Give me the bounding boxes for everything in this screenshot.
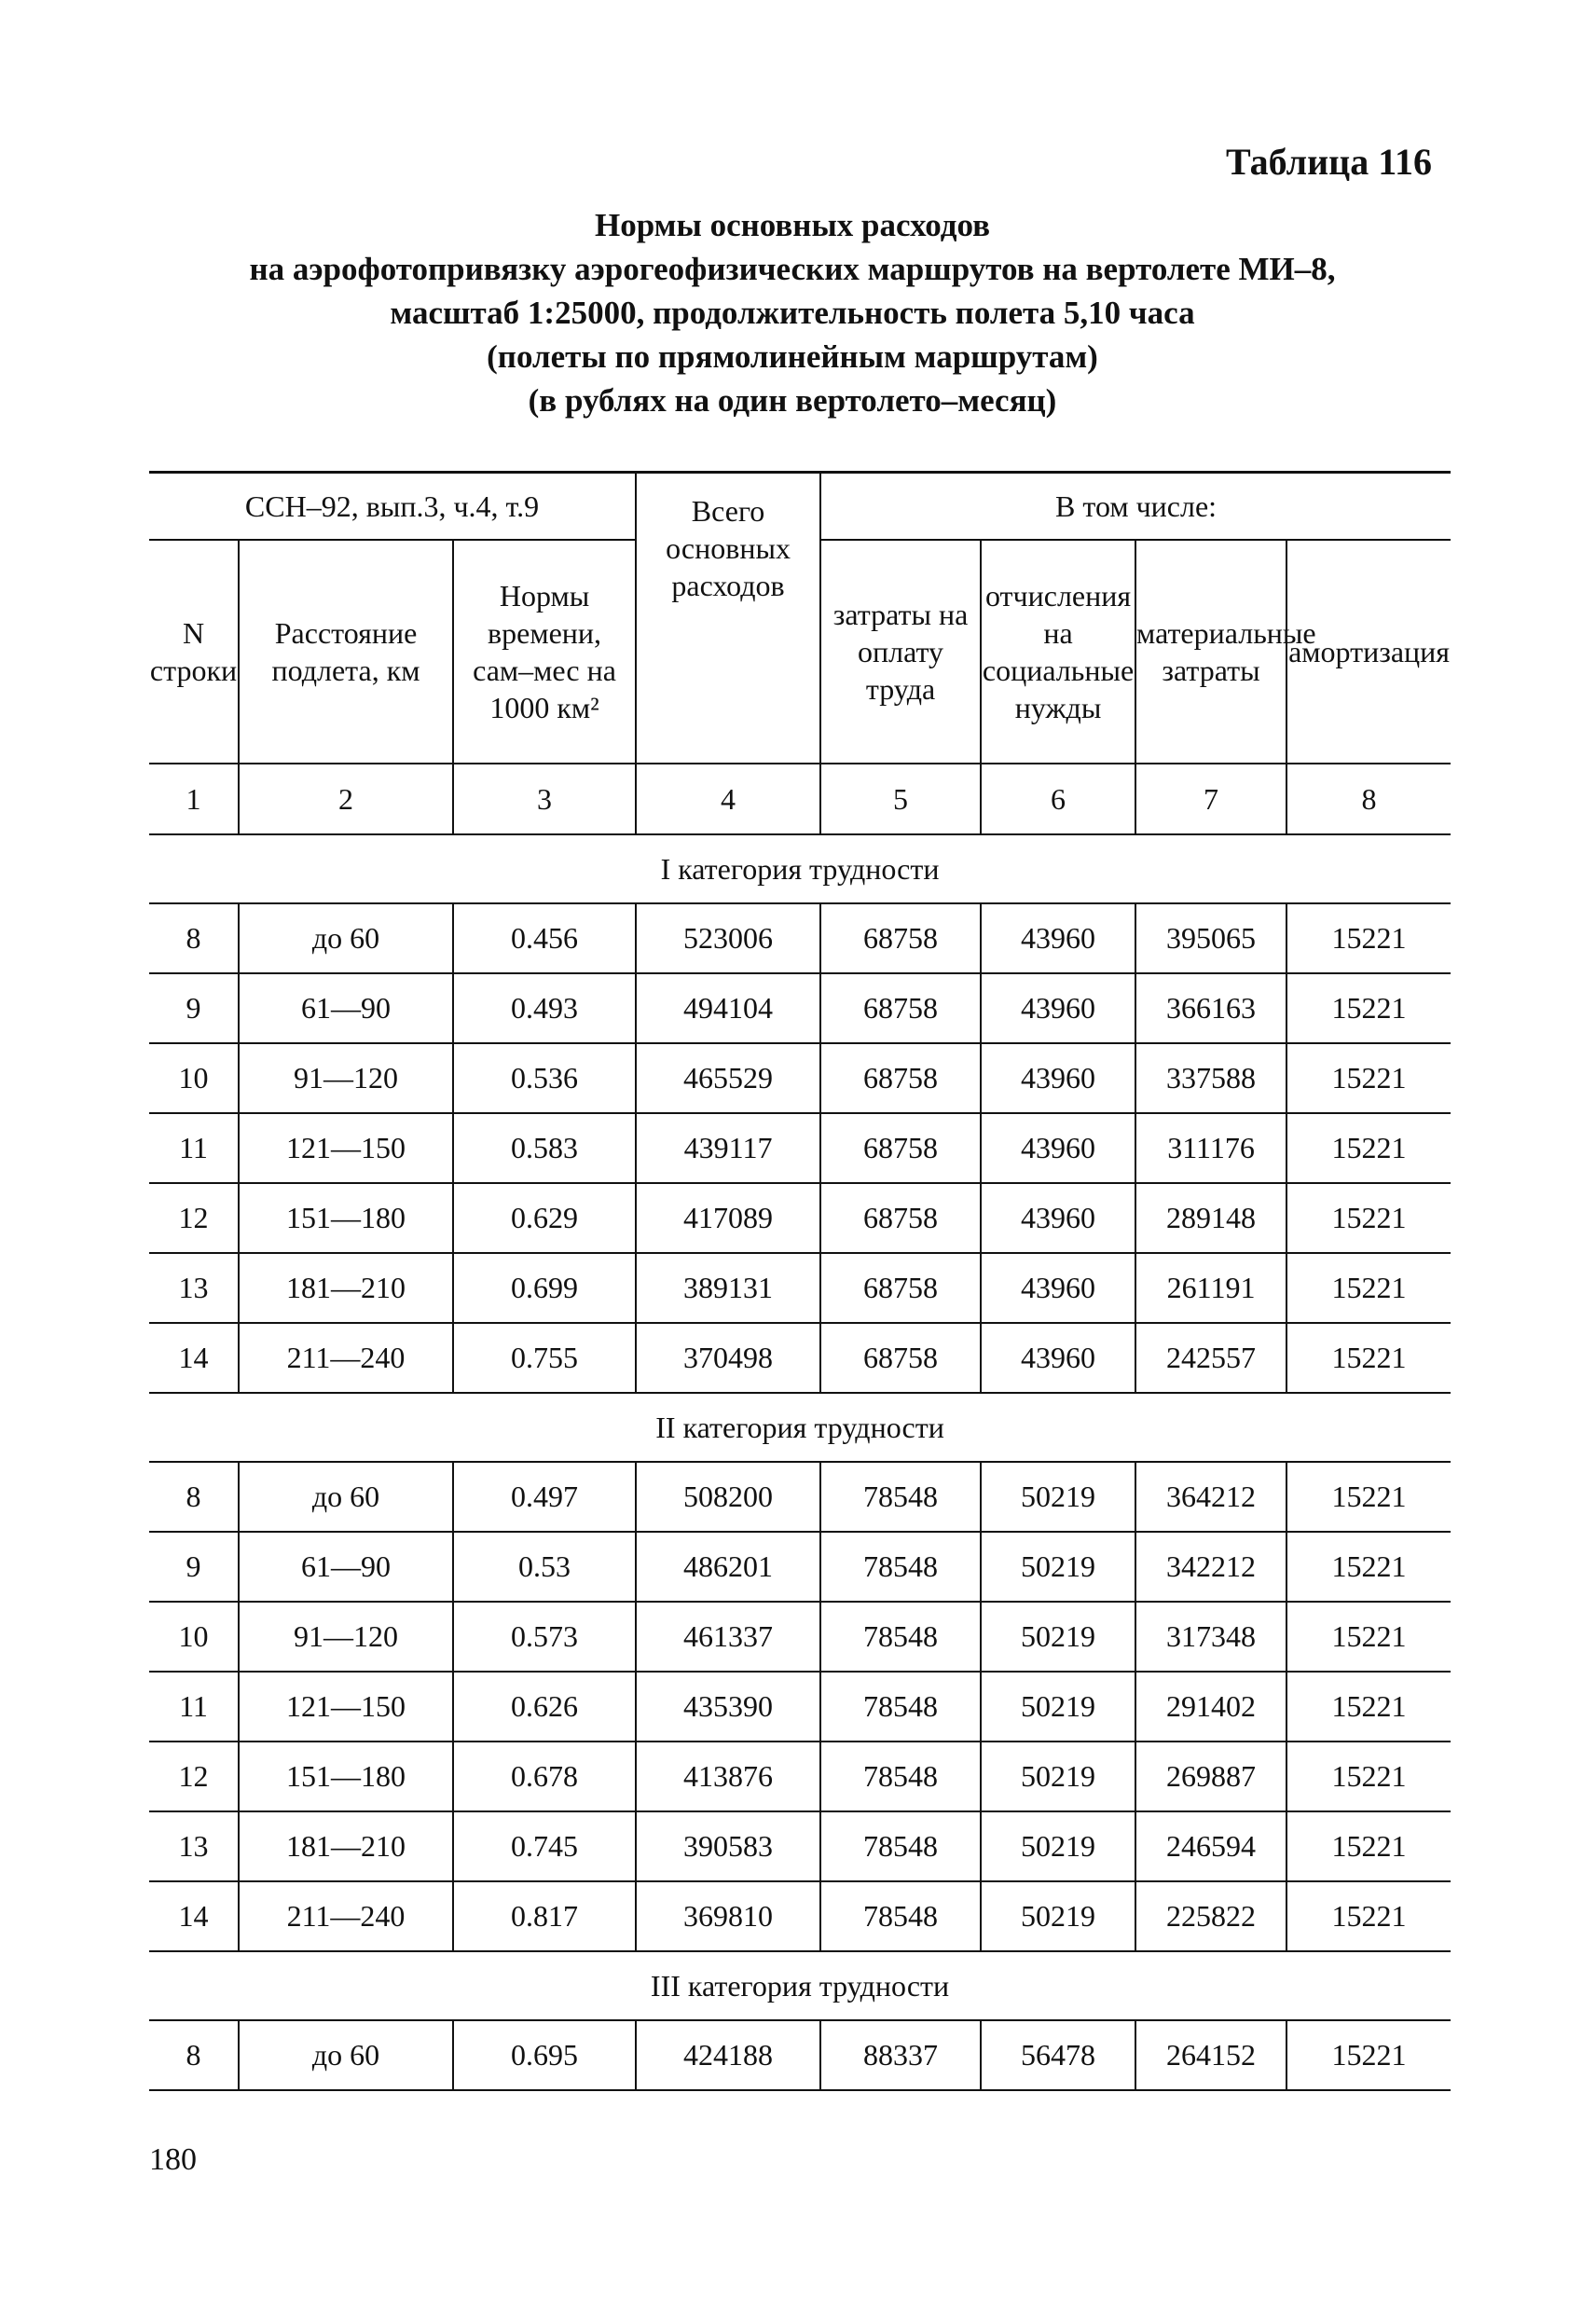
table-cell: 78548 [820,1602,981,1672]
table-row [149,1742,1451,1811]
column-number: 8 [1286,764,1451,834]
table-cell: до 60 [239,2020,453,2090]
total-header: Всего основных расходов [636,473,820,764]
table-cell: 10 [149,1043,239,1113]
table-cell: 50219 [981,1462,1135,1532]
title-line: Нормы основных расходов [595,207,990,243]
table-cell: 0.629 [453,1183,636,1253]
table-cell: 121—150 [239,1113,453,1183]
table-cell: 11 [149,1672,239,1742]
table-cell: 0.456 [453,903,636,973]
table-cell: 43960 [981,903,1135,973]
table-cell: 342212 [1135,1532,1286,1602]
table-cell: 0.695 [453,2020,636,2090]
table-cell: 50219 [981,1532,1135,1602]
table-cell: 389131 [636,1253,820,1323]
column-number: 2 [239,764,453,834]
table-cell: 242557 [1135,1323,1286,1393]
table-cell: 370498 [636,1323,820,1393]
table-row [149,1253,1451,1323]
table-cell: 12 [149,1742,239,1811]
table-cell: 15221 [1286,1602,1451,1672]
table-cell: 12 [149,1183,239,1253]
table-cell: 15221 [1286,1253,1451,1323]
table-cell: 417089 [636,1183,820,1253]
table-cell: 211—240 [239,1881,453,1951]
col-amort-header: амортизация [1286,540,1451,764]
table-cell: 43960 [981,1323,1135,1393]
table-cell: 0.626 [453,1672,636,1742]
table-cell: 91—120 [239,1602,453,1672]
table-cell: 317348 [1135,1602,1286,1672]
table-cell: 8 [149,903,239,973]
table-cell: 0.573 [453,1602,636,1672]
table-cell: 289148 [1135,1183,1286,1253]
table-row [149,1532,1451,1602]
category-heading-i: I категория трудности [660,851,940,886]
table-cell: 78548 [820,1742,981,1811]
table-label: Таблица 116 [1225,141,1432,183]
table-cell: 269887 [1135,1742,1286,1811]
table-row [149,1881,1451,1951]
table-cell: 15221 [1286,1742,1451,1811]
table-cell: 15221 [1286,1323,1451,1393]
table-cell: 15221 [1286,1462,1451,1532]
table-cell: 68758 [820,1183,981,1253]
table-cell: 15221 [1286,1811,1451,1881]
table-cell: 68758 [820,1323,981,1393]
table-cell: 13 [149,1253,239,1323]
category-heading-ii: II категория трудности [655,1410,944,1444]
table-cell: 15221 [1286,903,1451,973]
table-cell: 11 [149,1113,239,1183]
col-time-header: Нормы времени, сам–мес на 1000 км² [453,540,636,764]
column-number: 1 [149,764,239,834]
table-cell: 291402 [1135,1672,1286,1742]
table-cell: 121—150 [239,1672,453,1742]
table-cell: 0.536 [453,1043,636,1113]
table-cell: 181—210 [239,1811,453,1881]
table-cell: 68758 [820,1113,981,1183]
table-cell: до 60 [239,903,453,973]
table-cell: 56478 [981,2020,1135,2090]
table-cell: 50219 [981,1602,1135,1672]
table-cell: 50219 [981,1742,1135,1811]
table-cell: 15221 [1286,1043,1451,1113]
col-social-header: отчисления на социальные нужды [981,540,1135,764]
table-cell: 439117 [636,1113,820,1183]
table-cell: 337588 [1135,1043,1286,1113]
column-number: 7 [1135,764,1286,834]
table-row [149,1323,1451,1393]
table-cell: 78548 [820,1672,981,1742]
table-cell: 264152 [1135,2020,1286,2090]
table-cell: 14 [149,1323,239,1393]
table-cell: 508200 [636,1462,820,1532]
table-cell: 15221 [1286,1672,1451,1742]
table-cell: 364212 [1135,1462,1286,1532]
table-row [149,1602,1451,1672]
title-line: масштаб 1:25000, продолжительность полета 5,10 часа [390,295,1195,331]
table-row [149,1462,1451,1532]
column-number: 5 [820,764,981,834]
table-cell: 366163 [1135,973,1286,1043]
page-number: 180 [149,2142,197,2177]
table-cell: 15221 [1286,2020,1451,2090]
table-cell: 8 [149,1462,239,1532]
col-n-header: N строки [149,540,239,764]
table-cell: 88337 [820,2020,981,2090]
table-cell: 151—180 [239,1183,453,1253]
table-row [149,1811,1451,1881]
table-cell: 50219 [981,1811,1135,1881]
column-number: 6 [981,764,1135,834]
table-cell: 424188 [636,2020,820,2090]
table-row [149,1043,1451,1113]
table-cell: 68758 [820,1043,981,1113]
table-row [149,1183,1451,1253]
table-cell: 15221 [1286,1113,1451,1183]
col-material-header: материальные затраты [1135,540,1286,764]
table-cell: 8 [149,2020,239,2090]
table-cell: 78548 [820,1811,981,1881]
table-cell: 151—180 [239,1742,453,1811]
table-cell: 0.755 [453,1323,636,1393]
table-cell: 68758 [820,903,981,973]
table-cell: 61—90 [239,973,453,1043]
table-cell: 78548 [820,1881,981,1951]
table-cell: 390583 [636,1811,820,1881]
table-cell: 523006 [636,903,820,973]
table-cell: 0.497 [453,1462,636,1532]
table-cell: 50219 [981,1881,1135,1951]
table-cell: 0.699 [453,1253,636,1323]
table-cell: 0.53 [453,1532,636,1602]
table-cell: 461337 [636,1602,820,1672]
table-cell: 10 [149,1602,239,1672]
table-cell: 15221 [1286,1183,1451,1253]
category-heading-iii: III категория трудности [650,1968,950,2003]
table-cell: 78548 [820,1462,981,1532]
table-cell: 91—120 [239,1043,453,1113]
table-cell: 181—210 [239,1253,453,1323]
table-cell: 435390 [636,1672,820,1742]
title-line: (в рублях на один вертолето–месяц) [528,382,1057,419]
table-cell: 15221 [1286,1532,1451,1602]
table-cell: 78548 [820,1532,981,1602]
table-cell: 14 [149,1881,239,1951]
table-row [149,1113,1451,1183]
table-cell: 0.745 [453,1811,636,1881]
table-cell: 43960 [981,1043,1135,1113]
table-cell: 261191 [1135,1253,1286,1323]
table-cell: 13 [149,1811,239,1881]
table-cell: 61—90 [239,1532,453,1602]
table-cell: 395065 [1135,903,1286,973]
table-cell: 413876 [636,1742,820,1811]
table-cell: 9 [149,973,239,1043]
table-cell: 225822 [1135,1881,1286,1951]
including-header: В том числе: [820,473,1451,541]
table-cell: 486201 [636,1532,820,1602]
norms-table [149,471,1451,2091]
table-cell: 311176 [1135,1113,1286,1183]
table-title [140,203,1445,422]
table-cell: 15221 [1286,1881,1451,1951]
table-cell: 369810 [636,1881,820,1951]
table-cell: 0.493 [453,973,636,1043]
table-body [149,834,1451,2090]
table-cell: 246594 [1135,1811,1286,1881]
table-cell: 68758 [820,973,981,1043]
col-distance-header: Расстояние подлета, км [239,540,453,764]
ssn-header: ССН–92, вып.3, ч.4, т.9 [149,473,636,541]
column-number: 3 [453,764,636,834]
table-cell: 9 [149,1532,239,1602]
table-cell: 494104 [636,973,820,1043]
table-cell: 43960 [981,1253,1135,1323]
column-number: 4 [636,764,820,834]
title-line: (полеты по прямолинейным маршрутам) [487,338,1098,375]
table-row [149,903,1451,973]
table-cell: 68758 [820,1253,981,1323]
table-cell: 0.817 [453,1881,636,1951]
title-line: на аэрофотопривязку аэрогеофизических маршрутов на вертолете МИ–8, [249,251,1336,287]
table-cell: 0.583 [453,1113,636,1183]
table-row [149,973,1451,1043]
table-row [149,2020,1451,2090]
table-cell: 43960 [981,1113,1135,1183]
table-cell: 50219 [981,1672,1135,1742]
table-cell: 465529 [636,1043,820,1113]
col-labor-header: затраты на оплату труда [820,540,981,764]
table-cell: 43960 [981,1183,1135,1253]
table-cell: 43960 [981,973,1135,1043]
table-cell: 211—240 [239,1323,453,1393]
table-cell: до 60 [239,1462,453,1532]
table-row [149,1672,1451,1742]
table-cell: 15221 [1286,973,1451,1043]
table-cell: 0.678 [453,1742,636,1811]
